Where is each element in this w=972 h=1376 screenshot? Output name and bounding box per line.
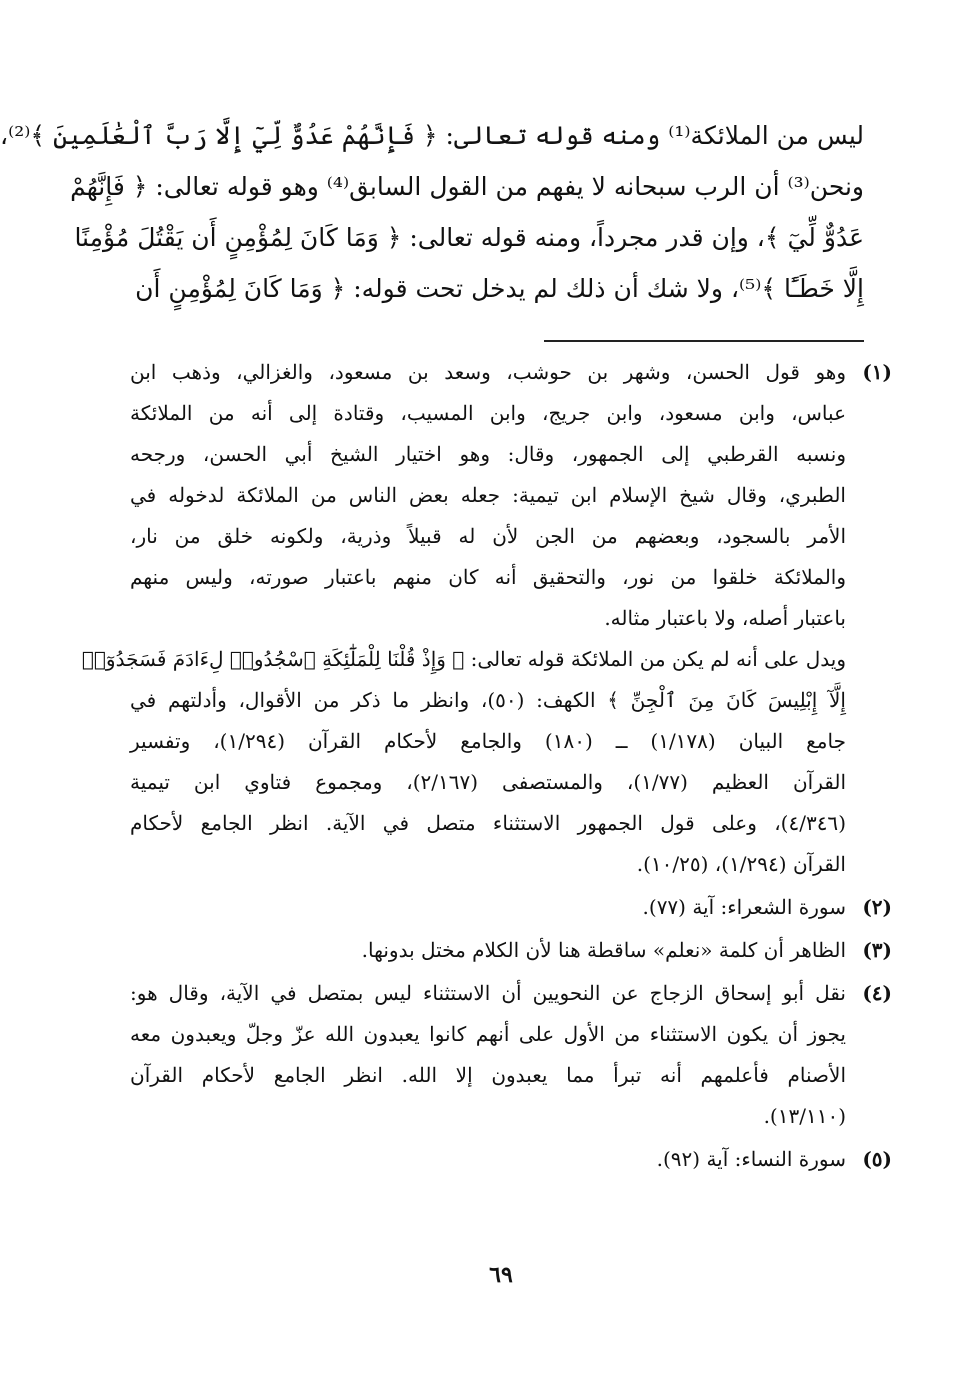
footnote-number: (٥)	[862, 1147, 892, 1171]
footnote-line: والملائكة خلقوا من نور، والتحقيق أنه كان منهم باعتبار صورته، وليس منهم	[130, 565, 846, 589]
footnote-number: (٤)	[862, 981, 892, 1005]
footnote-line: إِلَّآ إِبْلِيسَ كَانَ مِنَ ٱلْجِنِّ ﴾ الكهف: (٥٠)، وانظر ما ذكر من الأقوال، وأدلتهم في	[130, 688, 846, 712]
main-text-line: ليس من الملائكة⁽¹⁾ ومنه قوله تعالى: ﴿ فَإِنَّهُمْ عَدُوٌّ لِّيٓ إِلَّا رَبَّ ٱلْعَٰلَمِينَ ﴾⁽²⁾،	[0, 121, 864, 150]
footnote-5	[130, 1139, 892, 1180]
footnote-3	[130, 930, 892, 971]
footnote-line: الطبري، وقال شيخ الإسلام ابن تيمية: جعله بعض الناس من الملائكة لدخوله في	[130, 483, 846, 507]
page-number: ٦٩	[489, 1262, 513, 1288]
footnote-line: سورة النساء: آية (٩٢).	[656, 1147, 846, 1171]
footnote-line: (١٣/١١٠).	[763, 1104, 846, 1128]
footnote-1	[81, 352, 892, 885]
footnote-line: القرآن (١/٢٩٤)، (١٠/٢٥).	[636, 852, 846, 876]
footnote-line: جامع البيان (١/١٧٨) ــ (١٨٠) والجامع لأحكام القرآن (١/٢٩٤)، وتفسير	[130, 729, 846, 753]
footnote-line: الأصنام فأعلمهم أنه تبرأ مما يعبدون إلا الله. انظر الجامع لأحكام القرآن	[130, 1063, 846, 1087]
main-text	[0, 110, 864, 314]
footnote-line: ونسبه القرطبي إلى الجمهور، وقال: وهو اختيار الشيخ أبي الحسن، ورجحه	[130, 442, 846, 466]
footnote-line: القرآن العظيم (١/٧٧)، والمستصفى (٢/١٦٧)، ومجموع فتاوي ابن تيمية	[130, 770, 846, 794]
main-text-line: عَدُوٌّ لِّيٓ ﴾، وإن قدر مجرداً، ومنه قوله تعالى: ﴿ وَمَا كَانَ لِمُؤْمِنٍ أَن يَقْتُلَ مُؤْمِنًا	[74, 223, 864, 252]
footnote-line: (٤/٣٤٦)، وعلى قول الجمهور الاستثناء متصل في الآية. انظر الجامع لأحكام	[130, 811, 846, 835]
footnote-line: الظاهر أن كلمة «نعلم» ساقطة هنا لأن الكلام مختل بدونها.	[361, 938, 846, 962]
main-text-line: إِلَّا خَطَـًٔا ﴾⁽⁵⁾، ولا شك أن ذلك لم يدخل تحت قوله: ﴿ وَمَا كَانَ لِمُؤْمِنٍ أَن	[135, 274, 864, 303]
footnote-line: عباس، وابن مسعود، وابن جريج، وابن المسيب، وقتادة إلى أنه من الملائكة	[130, 401, 846, 425]
footnote-line: ويدل على أنه لم يكن من الملائكة قوله تعالى: ﴿ وَإِذْ قُلْنَا لِلْمَلَٰٓئِكَةِ ٱسْجُدُوا۟ لِءَادَمَ فَسَجَدُوٓا۟	[81, 647, 846, 671]
footnote-line: الأمر بالسجود، وبعضهم من الجن لأن له قبيلاً وذرية، ولكونه خلق من نار،	[130, 524, 846, 548]
footnote-line: وهو قول الحسن، وشهر بن حوشب، وسعد بن مسعود، والغزالي، وذهب ابن	[130, 360, 846, 384]
footnote-4	[130, 973, 892, 1137]
footnote-line: يجوز أن يكون الاستثناء من الأول على أنهم كانوا يعبدون الله عزّ وجلّ ويعبدون معه	[130, 1022, 846, 1046]
footnote-number: (٣)	[862, 938, 892, 962]
footnote-line: نقل أبو إسحاق الزجاج عن النحويين أن الاستثناء ليس بمتصل في الآية، وقال هو:	[130, 981, 846, 1005]
footnotes	[81, 352, 892, 1182]
footnote-separator	[544, 340, 864, 342]
footnote-number: (٢)	[862, 895, 892, 919]
footnote-number: (١)	[862, 360, 892, 384]
footnote-line: سورة الشعراء: آية (٧٧).	[642, 895, 846, 919]
footnote-2	[130, 887, 892, 928]
main-text-line: ونحن⁽³⁾ أن الرب سبحانه لا يفهم من القول السابق⁽⁴⁾ وهو قوله تعالى: ﴿ فَإِنَّهُمْ	[70, 172, 864, 201]
footnote-line: باعتبار أصله، ولا باعتبار مثاله.	[604, 606, 846, 630]
